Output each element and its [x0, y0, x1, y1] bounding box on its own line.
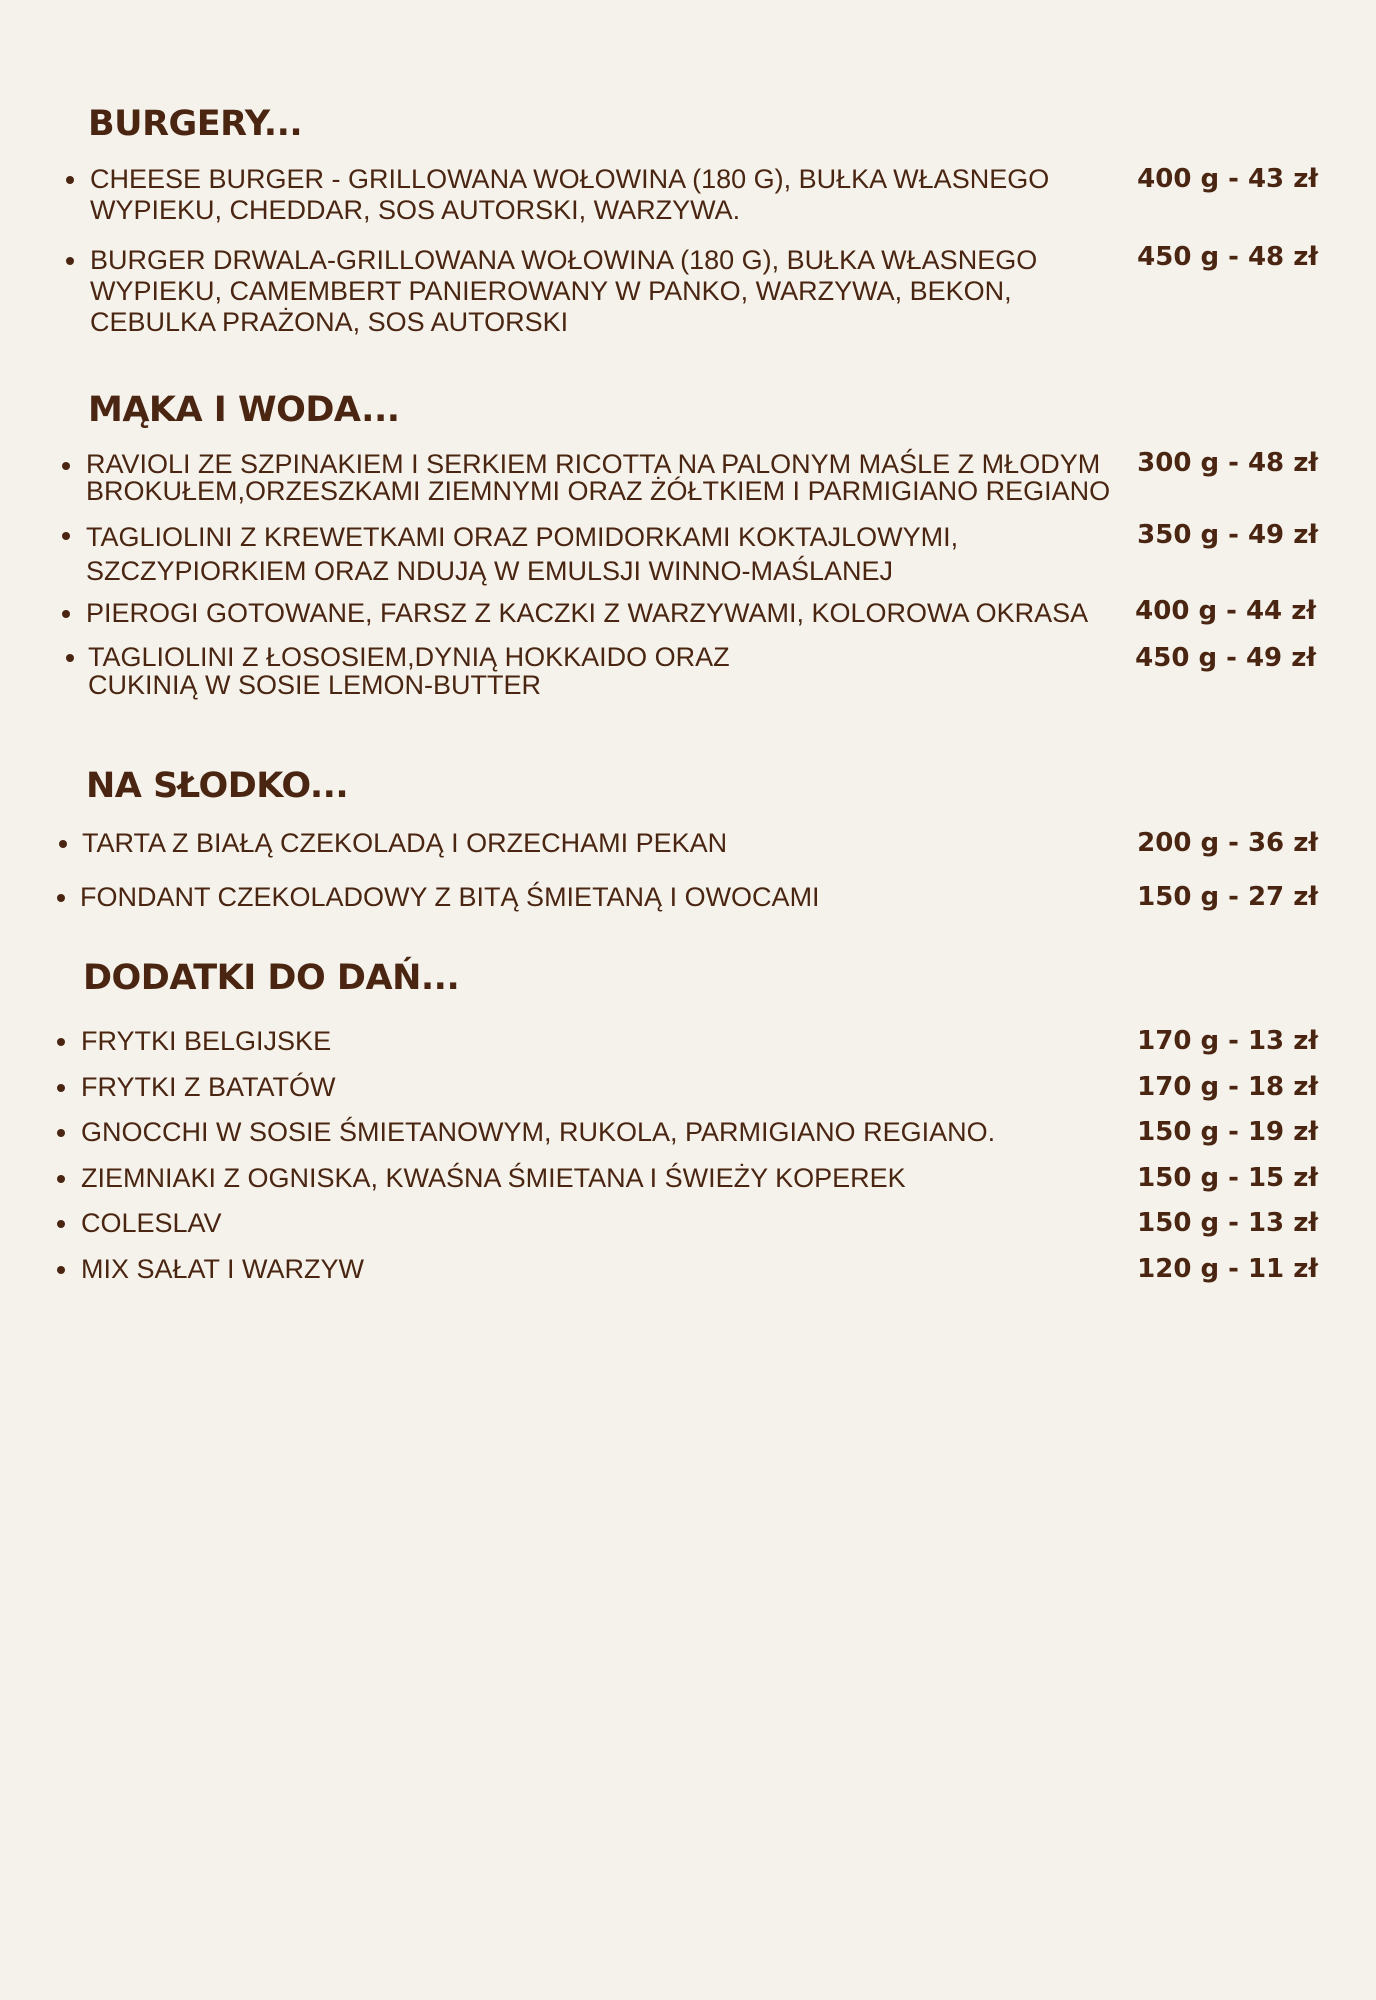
bullet-icon — [57, 1266, 65, 1274]
item-price: 150 g - 27 zł — [1137, 882, 1318, 912]
item-price: 400 g - 44 zł — [1135, 596, 1316, 626]
item-description: BURGER DRWALA-GRILLOWANA WOŁOWINA (180 G), BUŁKA WŁASNEGO WYPIEKU, CAMEMBERT PANIEROWANY W PANKO, WARZYWA, BEKON, CEBULKA PRAŻONA, SOS AUTORSKI — [90, 245, 1038, 337]
item-price: 170 g - 18 zł — [1137, 1072, 1318, 1102]
item-description: TARTA Z BIAŁĄ CZEKOLADĄ I ORZECHAMI PEKAN — [82, 828, 728, 858]
item-price: 450 g - 49 zł — [1135, 643, 1316, 673]
bullet-icon — [57, 894, 65, 902]
item-price: 150 g - 19 zł — [1137, 1117, 1318, 1147]
item-price: 450 g - 48 zł — [1137, 242, 1318, 272]
section-title-na-slodko: NA SŁODKO... — [86, 766, 349, 806]
bullet-icon — [57, 1129, 65, 1137]
item-description: PIEROGI GOTOWANE, FARSZ Z KACZKI Z WARZYWAMI, KOLOROWA OKRASA — [86, 598, 1089, 628]
section-title-burgery: BURGERY... — [88, 104, 303, 144]
item-price: 170 g - 13 zł — [1137, 1026, 1318, 1056]
item-description: RAVIOLI ZE SZPINAKIEM I SERKIEM RICOTTA NA PALONYM MAŚLE Z MŁODYM BROKUŁEM,ORZESZKAMI ZIEMNYMI ORAZ ŻÓŁTKIEM I PARMIGIANO REGIANO — [86, 449, 1111, 506]
bullet-icon — [66, 257, 74, 265]
item-description: CHEESE BURGER - GRILLOWANA WOŁOWINA (180 G), BUŁKA WŁASNEGO WYPIEKU, CHEDDAR, SOS AUTORSKI, WARZYWA. — [90, 164, 1050, 225]
bullet-icon — [57, 1220, 65, 1228]
bullet-icon — [66, 176, 74, 184]
bullet-icon — [66, 654, 74, 662]
item-description: TAGLIOLINI Z KREWETKAMI ORAZ POMIDORKAMI KOKTAJLOWYMI, SZCZYPIORKIEM ORAZ NDUJĄ W EMULSJI WINNO-MAŚLANEJ — [86, 522, 959, 586]
item-description: FRYTKI Z BATATÓW — [81, 1072, 336, 1102]
item-description: ZIEMNIAKI Z OGNISKA, KWAŚNA ŚMIETANA I ŚWIEŻY KOPEREK — [81, 1163, 906, 1193]
bullet-icon — [62, 610, 70, 618]
item-description: FONDANT CZEKOLADOWY Z BITĄ ŚMIETANĄ I OWOCAMI — [80, 882, 820, 912]
bullet-icon — [62, 532, 70, 540]
section-title-dodatki: DODATKI DO DAŃ... — [83, 958, 460, 998]
item-description: GNOCCHI W SOSIE ŚMIETANOWYM, RUKOLA, PARMIGIANO REGIANO. — [81, 1117, 996, 1147]
item-description: COLESLAV — [81, 1208, 222, 1238]
bullet-icon — [59, 840, 67, 848]
item-price: 120 g - 11 zł — [1137, 1254, 1318, 1284]
item-price: 400 g - 43 zł — [1137, 164, 1318, 194]
item-description: MIX SAŁAT I WARZYW — [81, 1254, 365, 1284]
item-price: 150 g - 15 zł — [1137, 1163, 1318, 1193]
item-price: 150 g - 13 zł — [1137, 1208, 1318, 1238]
section-title-maka-i-woda: MĄKA I WODA... — [88, 390, 400, 430]
bullet-icon — [57, 1175, 65, 1183]
item-price: 350 g - 49 zł — [1137, 520, 1318, 550]
bullet-icon — [62, 462, 70, 470]
bullet-icon — [57, 1084, 65, 1092]
bullet-icon — [57, 1038, 65, 1046]
item-price: 300 g - 48 zł — [1137, 448, 1318, 478]
item-description: TAGLIOLINI Z ŁOSOSIEM,DYNIĄ HOKKAIDO ORAZ CUKINIĄ W SOSIE LEMON-BUTTER — [88, 642, 730, 700]
item-description: FRYTKI BELGIJSKE — [81, 1026, 332, 1056]
item-price: 200 g - 36 zł — [1137, 828, 1318, 858]
